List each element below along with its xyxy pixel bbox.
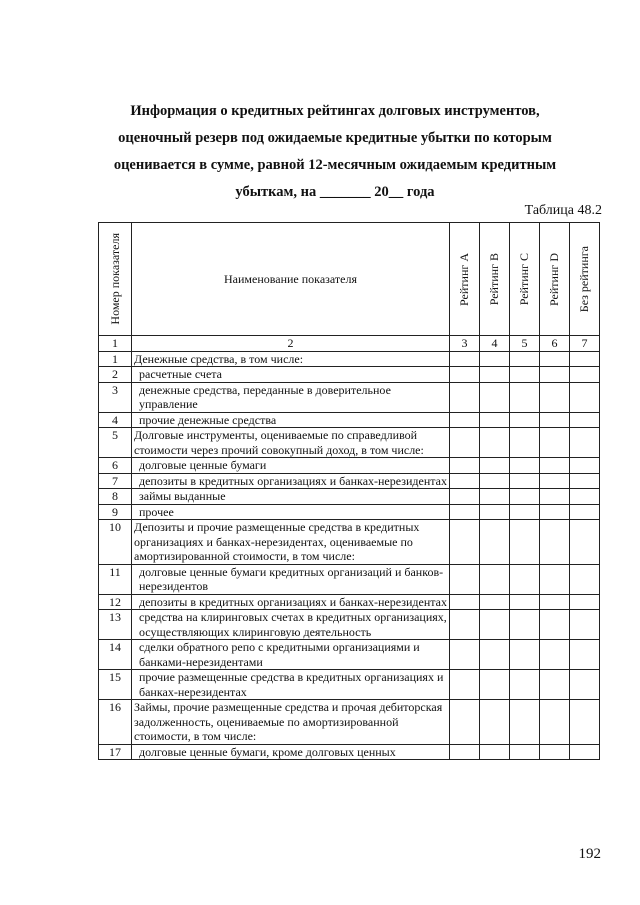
rating-cell — [510, 594, 540, 610]
table-row — [99, 504, 600, 520]
rating-cell — [510, 504, 540, 520]
row-name: прочие размещенные средства в кредитных организациях и банках-нерезидентах — [132, 670, 450, 700]
rating-cell — [510, 428, 540, 458]
table-row — [99, 564, 600, 594]
table-row — [99, 700, 600, 745]
rating-cell — [510, 640, 540, 670]
row-number: 14 — [99, 640, 132, 670]
table-row — [99, 520, 600, 565]
header-name: Наименование показателя — [132, 223, 450, 336]
rating-cell — [570, 700, 600, 745]
row-number: 9 — [99, 504, 132, 520]
rating-cell — [510, 744, 540, 760]
rating-cell — [510, 564, 540, 594]
col-number: 2 — [132, 336, 450, 352]
rating-cell — [480, 458, 510, 474]
rating-cell — [480, 412, 510, 428]
rating-cell — [570, 351, 600, 367]
rating-cell — [570, 504, 600, 520]
row-number: 7 — [99, 473, 132, 489]
row-number: 5 — [99, 428, 132, 458]
rating-cell — [480, 564, 510, 594]
rating-cell — [450, 473, 480, 489]
rating-cell — [480, 670, 510, 700]
rating-cell — [480, 473, 510, 489]
table-label: Таблица 48.2 — [524, 203, 602, 218]
rating-cell — [510, 610, 540, 640]
rating-cell — [540, 700, 570, 745]
row-number: 13 — [99, 610, 132, 640]
row-number: 4 — [99, 412, 132, 428]
row-number: 17 — [99, 744, 132, 760]
row-name: долговые ценные бумаги, кроме долговых ценных — [132, 744, 450, 760]
rating-cell — [540, 412, 570, 428]
rating-cell — [450, 564, 480, 594]
rating-cell — [510, 351, 540, 367]
rating-cell — [570, 367, 600, 383]
header-no-rating: Без рейтинга — [570, 223, 600, 336]
rating-cell — [540, 670, 570, 700]
table-row — [99, 610, 600, 640]
rating-cell — [480, 382, 510, 412]
rating-cell — [540, 610, 570, 640]
rating-cell — [510, 367, 540, 383]
col-number: 6 — [540, 336, 570, 352]
row-number: 1 — [99, 351, 132, 367]
rating-cell — [480, 594, 510, 610]
rating-cell — [570, 458, 600, 474]
table-row — [99, 351, 600, 367]
rating-cell — [480, 700, 510, 745]
table-row — [99, 428, 600, 458]
rating-cell — [540, 744, 570, 760]
row-number: 6 — [99, 458, 132, 474]
table-row — [99, 412, 600, 428]
column-numbers-row — [99, 336, 600, 352]
rating-cell — [510, 473, 540, 489]
row-name: сделки обратного репо с кредитными организациями и банками-нерезидентами — [132, 640, 450, 670]
row-number: 3 — [99, 382, 132, 412]
row-name: средства на клиринговых счетах в кредитных организациях, осуществляющих клиринговую деятельность — [132, 610, 450, 640]
rating-cell — [450, 489, 480, 505]
col-number: 1 — [99, 336, 132, 352]
table-row — [99, 489, 600, 505]
rating-cell — [480, 351, 510, 367]
col-number: 5 — [510, 336, 540, 352]
rating-cell — [480, 520, 510, 565]
rating-cell — [570, 412, 600, 428]
table-row — [99, 473, 600, 489]
header-rating-d: Рейтинг D — [540, 223, 570, 336]
rating-cell — [480, 489, 510, 505]
rating-cell — [570, 473, 600, 489]
rating-cell — [510, 670, 540, 700]
rating-cell — [540, 564, 570, 594]
rating-cell — [570, 382, 600, 412]
row-number: 10 — [99, 520, 132, 565]
rating-cell — [450, 744, 480, 760]
table-row — [99, 458, 600, 474]
rating-cell — [570, 610, 600, 640]
rating-cell — [570, 428, 600, 458]
row-name: депозиты в кредитных организациях и банках-нерезидентах — [132, 594, 450, 610]
table-row — [99, 640, 600, 670]
rating-cell — [510, 489, 540, 505]
rating-cell — [450, 351, 480, 367]
title-line: Информация о кредитных рейтингах долговых инструментов, — [130, 103, 540, 119]
table-row — [99, 382, 600, 412]
rating-cell — [540, 428, 570, 458]
row-number: 2 — [99, 367, 132, 383]
rating-cell — [450, 670, 480, 700]
rating-cell — [450, 428, 480, 458]
rating-cell — [540, 351, 570, 367]
document-title — [95, 98, 575, 206]
header-num: Номер показателя — [99, 223, 132, 336]
rating-cell — [510, 700, 540, 745]
row-name: денежные средства, переданные в доверительное управление — [132, 382, 450, 412]
row-name: депозиты в кредитных организациях и банках-нерезидентах — [132, 473, 450, 489]
rating-cell — [540, 489, 570, 505]
rating-cell — [570, 744, 600, 760]
rating-cell — [510, 412, 540, 428]
header-rating-b: Рейтинг В — [480, 223, 510, 336]
table-row — [99, 367, 600, 383]
rating-cell — [510, 458, 540, 474]
row-name: Денежные средства, в том числе: — [132, 351, 450, 367]
rating-cell — [480, 428, 510, 458]
rating-cell — [510, 520, 540, 565]
rating-cell — [570, 520, 600, 565]
row-name: прочее — [132, 504, 450, 520]
col-number: 4 — [480, 336, 510, 352]
row-name: расчетные счета — [132, 367, 450, 383]
row-number: 8 — [99, 489, 132, 505]
rating-cell — [540, 367, 570, 383]
rating-cell — [450, 700, 480, 745]
title-line: оценочный резерв под ожидаемые кредитные убытки по которым — [118, 130, 552, 146]
title-line: оценивается в сумме, равной 12-месячным ожидаемым кредитным — [113, 157, 557, 173]
table-row — [99, 594, 600, 610]
rating-cell — [480, 610, 510, 640]
rating-cell — [450, 520, 480, 565]
rating-cell — [510, 382, 540, 412]
col-number: 3 — [450, 336, 480, 352]
table-row — [99, 670, 600, 700]
rating-cell — [480, 640, 510, 670]
row-name: долговые ценные бумаги кредитных организаций и банков-нерезидентов — [132, 564, 450, 594]
rating-cell — [540, 504, 570, 520]
rating-cell — [540, 473, 570, 489]
ratings-table — [98, 222, 600, 760]
header-rating-a: Рейтинг А — [450, 223, 480, 336]
page-number: 192 — [578, 846, 601, 862]
row-name: Депозиты и прочие размещенные средства в кредитных организациях и банках-нерезидентах, оцениваемые по амортизированной стоимости, в том числе: — [132, 520, 450, 565]
row-number: 16 — [99, 700, 132, 745]
col-number: 7 — [570, 336, 600, 352]
row-number: 11 — [99, 564, 132, 594]
rating-cell — [450, 412, 480, 428]
rating-cell — [480, 367, 510, 383]
rating-cell — [570, 640, 600, 670]
rating-cell — [540, 640, 570, 670]
rating-cell — [450, 504, 480, 520]
rating-cell — [540, 594, 570, 610]
rating-cell — [570, 594, 600, 610]
row-name: Долговые инструменты, оцениваемые по справедливой стоимости через прочий совокупный доход, в том числе: — [132, 428, 450, 458]
rating-cell — [480, 744, 510, 760]
rating-cell — [450, 640, 480, 670]
rating-cell — [540, 458, 570, 474]
rating-cell — [450, 367, 480, 383]
table-row — [99, 744, 600, 760]
rating-cell — [570, 489, 600, 505]
row-name: прочие денежные средства — [132, 412, 450, 428]
row-name: займы выданные — [132, 489, 450, 505]
row-name: долговые ценные бумаги — [132, 458, 450, 474]
rating-cell — [450, 594, 480, 610]
rating-cell — [450, 458, 480, 474]
row-number: 12 — [99, 594, 132, 610]
rating-cell — [540, 520, 570, 565]
rating-cell — [480, 504, 510, 520]
header-rating-c: Рейтинг С — [510, 223, 540, 336]
row-name: Займы, прочие размещенные средства и прочая дебиторская задолженность, оцениваемые по амортизированной стоимости, в том числе: — [132, 700, 450, 745]
rating-cell — [450, 610, 480, 640]
rating-cell — [570, 670, 600, 700]
rating-cell — [540, 382, 570, 412]
rating-cell — [450, 382, 480, 412]
header-row — [99, 223, 600, 336]
rating-cell — [570, 564, 600, 594]
row-number: 15 — [99, 670, 132, 700]
title-line: убыткам, на _______ 20__ года — [235, 184, 435, 200]
